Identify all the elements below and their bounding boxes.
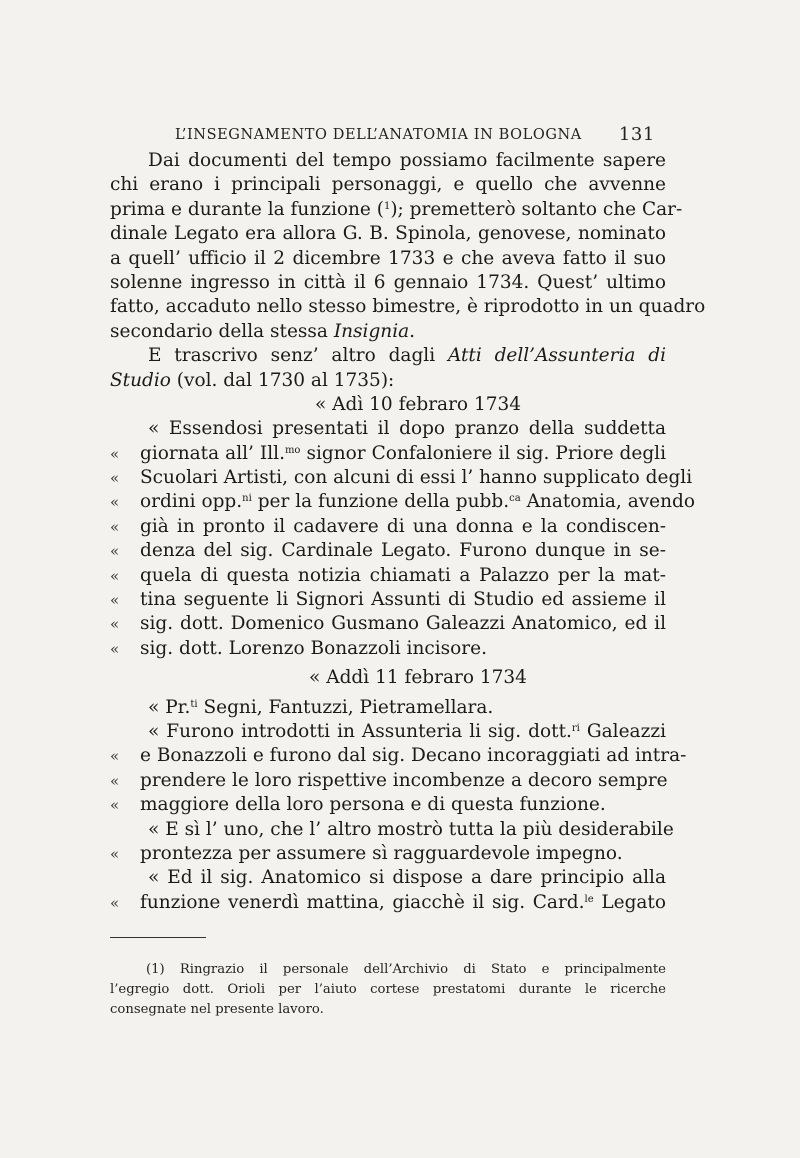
text-line: Studio (vol. dal 1730 al 1735): <box>110 369 395 391</box>
page-header <box>175 125 655 149</box>
main-text <box>110 149 706 915</box>
quote-line: « ordini opp.$^{ni}$ per la funzione della pubb.$^{ca}$ Anatomia, avendo <box>110 491 696 513</box>
text-line: dinale Legato era allora G. B. Spinola, genovese, nominato <box>110 223 666 245</box>
quote-line: « sig. dott. Lorenzo Bonazzoli incisore. <box>110 637 487 659</box>
footnote-mark: (1) <box>146 962 165 977</box>
footnote-line: consegnate nel presente lavoro. <box>110 1002 324 1017</box>
quote-line: « tina seguente li Signori Assunti di Studio ed assieme il <box>110 589 666 611</box>
quote-line: « Ed il sig. Anatomico si dispose a dare principio alla <box>148 867 666 889</box>
page-number: 131 <box>618 124 655 145</box>
text-line: solenne ingresso in città il 6 gennaio 1734. Quest’ ultimo <box>110 271 666 293</box>
quote-line: « Scuolari Artisti, con alcuni di essi l’ hanno supplicato degli <box>110 467 693 489</box>
text-line: fatto, accaduto nello stesso bimestre, è riprodotto in un quadro <box>110 296 706 318</box>
running-title: L’INSEGNAMENTO DELL’ANATOMIA IN BOLOGNA <box>175 127 582 143</box>
quote-line: « Pr.$^{ti}$ Segni, Fantuzzi, Pietramellara. <box>148 696 494 718</box>
text-line: secondario della stessa Insignia. <box>110 320 416 342</box>
text-line: prima e durante la funzione ($^1$); premetterò soltanto che Car- <box>110 198 683 220</box>
quote-line: « funzione venerdì mattina, giacchè il sig. Card.$^{le}$ Legato <box>110 891 667 913</box>
quote-date-heading: « Adì 10 febraro 1734 <box>314 393 522 415</box>
quote-line: « Furono introdotti in Assunteria li sig. dott.$^{ri}$ Galeazzi <box>148 720 666 742</box>
text-line: Dai documenti del tempo possiamo facilmente sapere <box>148 150 666 171</box>
quote-line: « Essendosi presentati il dopo pranzo della suddetta <box>148 418 666 440</box>
quote-date-heading: « Addì 11 febraro 1734 <box>309 667 527 689</box>
footnote-separator <box>110 937 206 938</box>
quote-line: « maggiore della loro persona e di questa funzione. <box>110 794 606 816</box>
quote-line: « prontezza per assumere sì ragguardevole impegno. <box>110 842 623 864</box>
quote-line: « prendere le loro rispettive incombenze a decoro sempre <box>110 769 668 791</box>
text-line: chi erano i principali personaggi, e quello che avvenne <box>110 174 666 196</box>
quote-line: « denza del sig. Cardinale Legato. Furono dunque in se- <box>110 540 666 562</box>
footnote-line: (1) Ringrazio il personale dell’Archivio di Stato e principalmente <box>146 962 666 977</box>
quote-line: « quela di questa notizia chiamati a Palazzo per la mat- <box>110 564 666 586</box>
quote-line: « e Bonazzoli e furono dal sig. Decano incoraggiati ad intra- <box>110 745 687 767</box>
quote-line: « giornata all’ Ill.$^{mo}$ signor Confaloniere il sig. Priore degli <box>110 442 666 464</box>
quote-line: « già in pronto il cadavere di una donna e la condiscen- <box>110 515 666 537</box>
text-line: a quell’ ufficio il 2 dicembre 1733 e che aveva fatto il suo <box>110 247 666 269</box>
footnote-reference[interactable]: 1 <box>383 200 391 212</box>
footnote-line: l’egregio dott. Orioli per l’aiuto cortese prestatomi durante le ricerche <box>110 982 666 997</box>
quote-line: « E sì l’ uno, che l’ altro mostrò tutta la più desiderabile <box>148 818 674 840</box>
quote-line: « sig. dott. Domenico Gusmano Galeazzi Anatomico, ed il <box>110 613 666 635</box>
text-line: E trascrivo senz’ altro dagli Atti dell’Assunteria di <box>148 345 666 367</box>
footnote <box>110 960 666 1020</box>
